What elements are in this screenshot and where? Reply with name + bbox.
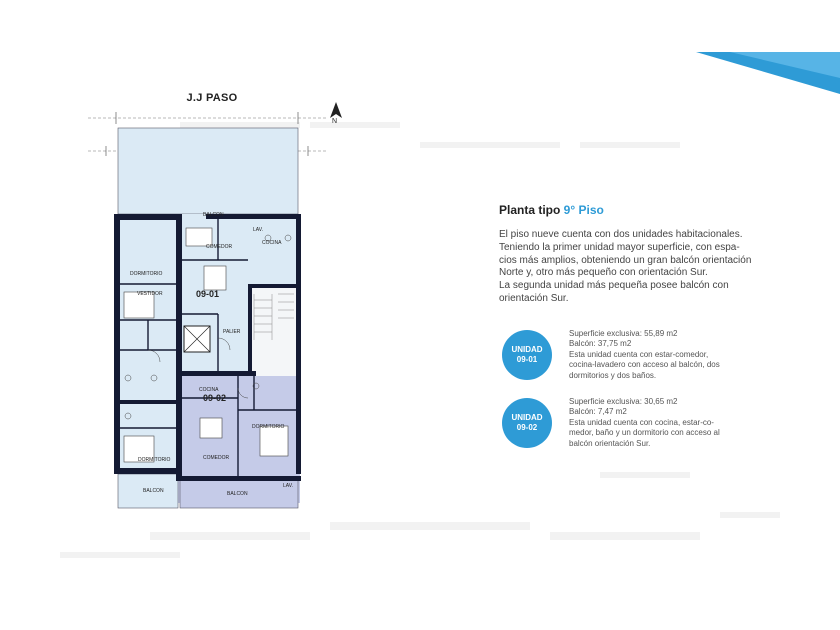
unit-label-0901: 09-01: [196, 289, 220, 299]
description-line: El piso nueve cuenta con dos unidades habitacionales.: [499, 229, 743, 240]
unit-detail-line: Superficie exclusiva: 30,65 m2: [569, 397, 678, 406]
plan-title-prefix: Planta tipo: [499, 203, 564, 217]
unit-detail-line: cocina-lavadero con acceso al balcón, dos: [569, 360, 720, 370]
description-line: Norte y, otro más pequeño con orientación Sur.: [499, 267, 708, 279]
unit-detail-line: Balcón: 37,75 m2: [569, 339, 632, 349]
plan-title: [499, 203, 604, 217]
room-label-comedor-0902: COMEDOR: [203, 455, 230, 461]
unit-0901-badge-line2: 09-01: [516, 355, 538, 364]
plan-description: [499, 229, 761, 306]
unit-detail-line: balcón orientación Sur.: [569, 438, 651, 448]
room-label-balcon-right: BALCON: [227, 491, 248, 497]
street-name-label: J.J PASO: [186, 92, 238, 104]
unit-0902-badge: [502, 398, 552, 448]
unit-detail-line: dormitorios y dos baños.: [569, 370, 657, 380]
unit-label-0902: 09-02: [203, 393, 227, 403]
unit-0902-badge-line1: UNIDAD: [511, 413, 543, 422]
description-line: cios más amplios, obteniendo un gran balcón orientación: [499, 254, 752, 266]
north-label: N: [332, 118, 338, 125]
floor-plan: [88, 88, 328, 518]
room-label-balcon-left: BALCON: [143, 488, 164, 494]
room-label-vestidor: VESTIDOR: [137, 291, 163, 297]
plan-title-accent: 9° Piso: [563, 203, 604, 217]
unit-0901-badge: [502, 330, 552, 380]
room-label-lav: LAV.: [253, 227, 264, 233]
room-label-dormitorio-0901b: DORMITORIO: [138, 457, 171, 463]
description-line: orientación Sur.: [499, 292, 569, 304]
unit-0901-details: [569, 329, 769, 381]
unit-0902-badge-line2: 09-02: [516, 423, 538, 432]
corner-stripe-decoration: [690, 52, 840, 102]
unit-0901-badge-line1: UNIDAD: [511, 345, 543, 354]
unit-detail-line: Superficie exclusiva: 55,89 m2: [569, 329, 678, 338]
unit-detail-line: medor, baño y un dormitorio con acceso al: [569, 428, 720, 438]
room-label-dormitorio-0901: DORMITORIO: [130, 271, 163, 277]
room-label-lav-2: LAV.: [283, 483, 294, 489]
room-label-palier: PALIER: [223, 329, 241, 335]
room-label-cocina-0902: COCINA: [199, 387, 219, 393]
room-label-balcon-top: BALCON: [203, 212, 224, 218]
description-line: Teniendo la primer unidad mayor superficie, con espa-: [499, 241, 740, 253]
unit-0902-details: [569, 397, 769, 449]
room-label-cocina-0901: COCINA: [262, 240, 282, 246]
balcony-top: [118, 128, 298, 214]
unit-detail-line: Esta unidad cuenta con estar-comedor,: [569, 349, 709, 359]
room-label-comedor-0901: COMEDOR: [206, 244, 233, 250]
description-line: La segunda unidad más pequeña posee balcón con: [499, 280, 729, 292]
unit-detail-line: Balcón: 7,47 m2: [569, 407, 627, 417]
document-page: [0, 52, 840, 578]
unit-detail-line: Esta unidad cuenta con cocina, estar-co-: [569, 417, 714, 427]
room-label-dormitorio-0902: DORMITORIO: [252, 424, 285, 430]
